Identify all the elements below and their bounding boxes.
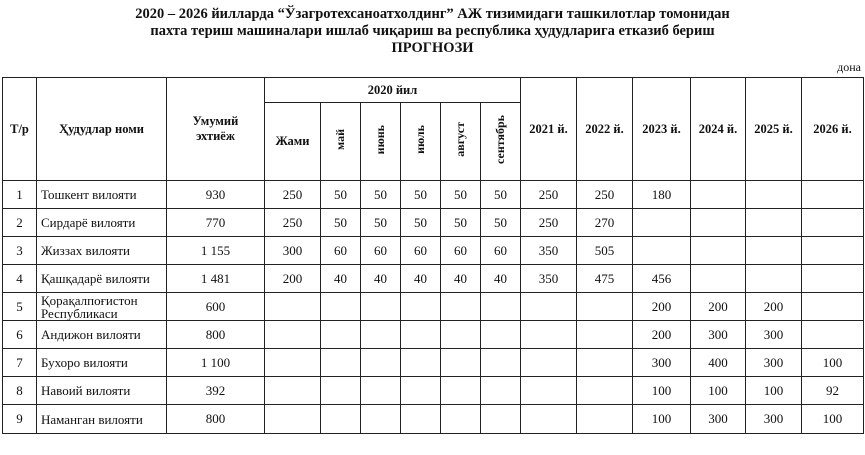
table-row bbox=[3, 181, 864, 209]
table-row bbox=[3, 237, 864, 265]
header-month-label: август bbox=[453, 122, 467, 157]
cell-region: Тошкент вилояти bbox=[37, 181, 167, 209]
cell-year bbox=[577, 377, 633, 405]
cell-sum: 250 bbox=[265, 181, 321, 209]
cell-year bbox=[802, 265, 864, 293]
cell-month: 50 bbox=[441, 181, 481, 209]
cell-month: 40 bbox=[321, 265, 361, 293]
header-year: 2022 й. bbox=[577, 78, 633, 181]
cell-month: 50 bbox=[401, 209, 441, 237]
cell-month: 60 bbox=[401, 237, 441, 265]
cell-month bbox=[321, 405, 361, 434]
cell-month bbox=[321, 293, 361, 321]
cell-month bbox=[441, 293, 481, 321]
cell-month bbox=[441, 377, 481, 405]
cell-year bbox=[691, 181, 746, 209]
cell-year: 456 bbox=[633, 265, 691, 293]
cell-sum bbox=[265, 405, 321, 434]
cell-month bbox=[401, 377, 441, 405]
cell-month bbox=[481, 405, 521, 434]
cell-year bbox=[691, 265, 746, 293]
cell-year bbox=[521, 377, 577, 405]
cell-month bbox=[441, 405, 481, 434]
cell-month: 50 bbox=[481, 181, 521, 209]
cell-month bbox=[401, 293, 441, 321]
cell-num: 9 bbox=[3, 405, 37, 434]
cell-sum bbox=[265, 293, 321, 321]
cell-year: 200 bbox=[746, 293, 802, 321]
cell-year bbox=[577, 349, 633, 377]
cell-year bbox=[746, 265, 802, 293]
cell-year bbox=[802, 321, 864, 349]
header-year-2020: 2020 йил bbox=[265, 78, 521, 103]
cell-year bbox=[577, 293, 633, 321]
cell-year bbox=[802, 181, 864, 209]
header-month bbox=[401, 103, 441, 181]
cell-year: 100 bbox=[802, 349, 864, 377]
cell-total: 1 481 bbox=[167, 265, 265, 293]
cell-region: Жиззах вилояти bbox=[37, 237, 167, 265]
cell-month bbox=[401, 349, 441, 377]
cell-month bbox=[401, 321, 441, 349]
cell-total: 800 bbox=[167, 321, 265, 349]
cell-region: Наманган вилояти bbox=[37, 405, 167, 434]
cell-year: 100 bbox=[746, 377, 802, 405]
forecast-table bbox=[2, 77, 864, 434]
table-row bbox=[3, 405, 864, 434]
cell-month bbox=[361, 321, 401, 349]
cell-month: 40 bbox=[441, 265, 481, 293]
cell-year: 300 bbox=[746, 349, 802, 377]
cell-year: 200 bbox=[633, 321, 691, 349]
cell-month: 60 bbox=[321, 237, 361, 265]
cell-month: 40 bbox=[401, 265, 441, 293]
cell-num: 5 bbox=[3, 293, 37, 321]
header-year: 2026 й. bbox=[802, 78, 864, 181]
header-num: Т/р bbox=[3, 78, 37, 181]
cell-month bbox=[321, 377, 361, 405]
cell-year bbox=[521, 293, 577, 321]
cell-month: 50 bbox=[481, 209, 521, 237]
cell-year bbox=[577, 321, 633, 349]
cell-year: 250 bbox=[521, 209, 577, 237]
cell-year bbox=[746, 209, 802, 237]
cell-total: 600 bbox=[167, 293, 265, 321]
cell-year bbox=[802, 209, 864, 237]
cell-num: 2 bbox=[3, 209, 37, 237]
cell-month: 60 bbox=[361, 237, 401, 265]
cell-month: 40 bbox=[361, 265, 401, 293]
cell-month bbox=[401, 405, 441, 434]
cell-month: 50 bbox=[321, 181, 361, 209]
cell-num: 8 bbox=[3, 377, 37, 405]
cell-year bbox=[521, 349, 577, 377]
cell-num: 3 bbox=[3, 237, 37, 265]
header-region: Ҳудудлар номи bbox=[37, 78, 167, 181]
cell-year bbox=[691, 209, 746, 237]
cell-month: 60 bbox=[441, 237, 481, 265]
cell-year: 100 bbox=[633, 405, 691, 434]
cell-num: 1 bbox=[3, 181, 37, 209]
cell-total: 1 155 bbox=[167, 237, 265, 265]
document-title-line-1: 2020 – 2026 йилларда “Ўзагротехсаноатхолдинг” АЖ тизимидаги ташкилотлар томонидан bbox=[135, 6, 730, 22]
cell-region: Қорақалпоғистон Республикаси bbox=[37, 293, 167, 321]
cell-year: 300 bbox=[746, 321, 802, 349]
header-month bbox=[321, 103, 361, 181]
cell-year bbox=[577, 405, 633, 434]
cell-year bbox=[521, 405, 577, 434]
header-year: 2023 й. bbox=[633, 78, 691, 181]
cell-num: 7 bbox=[3, 349, 37, 377]
header-sum: Жами bbox=[265, 103, 321, 181]
document-title-line-3: ПРОГНОЗИ bbox=[391, 40, 474, 56]
cell-sum: 200 bbox=[265, 265, 321, 293]
cell-region: Сирдарё вилояти bbox=[37, 209, 167, 237]
cell-year: 92 bbox=[802, 377, 864, 405]
cell-year: 300 bbox=[691, 321, 746, 349]
cell-month: 50 bbox=[321, 209, 361, 237]
table-row bbox=[3, 265, 864, 293]
cell-month bbox=[321, 349, 361, 377]
cell-month bbox=[361, 349, 401, 377]
cell-num: 4 bbox=[3, 265, 37, 293]
cell-sum bbox=[265, 321, 321, 349]
cell-month bbox=[441, 321, 481, 349]
cell-month: 60 bbox=[481, 237, 521, 265]
cell-month bbox=[441, 349, 481, 377]
cell-month bbox=[361, 405, 401, 434]
header-year: 2025 й. bbox=[746, 78, 802, 181]
cell-year bbox=[633, 209, 691, 237]
cell-year bbox=[746, 237, 802, 265]
header-month-label: сентябрь bbox=[493, 115, 507, 164]
cell-year: 300 bbox=[633, 349, 691, 377]
cell-year: 270 bbox=[577, 209, 633, 237]
cell-region: Навоий вилояти bbox=[37, 377, 167, 405]
cell-sum bbox=[265, 377, 321, 405]
cell-region: Бухоро вилояти bbox=[37, 349, 167, 377]
cell-sum: 300 bbox=[265, 237, 321, 265]
cell-year: 505 bbox=[577, 237, 633, 265]
cell-total: 392 bbox=[167, 377, 265, 405]
cell-year: 100 bbox=[802, 405, 864, 434]
cell-month bbox=[321, 321, 361, 349]
cell-year: 250 bbox=[521, 181, 577, 209]
header-total: Умумий эхтиёж bbox=[167, 78, 265, 181]
cell-year bbox=[521, 321, 577, 349]
cell-year: 100 bbox=[633, 377, 691, 405]
header-month-label: июль bbox=[413, 125, 427, 154]
header-month bbox=[481, 103, 521, 181]
cell-year: 475 bbox=[577, 265, 633, 293]
cell-year bbox=[691, 237, 746, 265]
cell-month bbox=[481, 321, 521, 349]
cell-year: 200 bbox=[633, 293, 691, 321]
cell-year: 100 bbox=[691, 377, 746, 405]
unit-label: дона bbox=[837, 60, 861, 74]
cell-year bbox=[802, 237, 864, 265]
cell-year: 300 bbox=[746, 405, 802, 434]
cell-year: 180 bbox=[633, 181, 691, 209]
table-row bbox=[3, 209, 864, 237]
cell-sum bbox=[265, 349, 321, 377]
cell-year bbox=[802, 293, 864, 321]
cell-region: Андижон вилояти bbox=[37, 321, 167, 349]
cell-month: 50 bbox=[361, 181, 401, 209]
header-month bbox=[361, 103, 401, 181]
table-row bbox=[3, 293, 864, 321]
header-year: 2024 й. bbox=[691, 78, 746, 181]
cell-month bbox=[481, 293, 521, 321]
header-month bbox=[441, 103, 481, 181]
cell-month: 50 bbox=[441, 209, 481, 237]
cell-year: 350 bbox=[521, 265, 577, 293]
header-month-label: июнь bbox=[373, 124, 387, 155]
cell-month: 50 bbox=[361, 209, 401, 237]
cell-sum: 250 bbox=[265, 209, 321, 237]
cell-num: 6 bbox=[3, 321, 37, 349]
header-year: 2021 й. bbox=[521, 78, 577, 181]
cell-year: 300 bbox=[691, 405, 746, 434]
cell-total: 1 100 bbox=[167, 349, 265, 377]
cell-year bbox=[633, 237, 691, 265]
cell-year: 200 bbox=[691, 293, 746, 321]
document-title-line-2: пахта териш машиналари ишлаб чиқариш ва республика ҳудудларига етказиб бериш bbox=[150, 23, 715, 39]
cell-year: 400 bbox=[691, 349, 746, 377]
cell-month bbox=[361, 293, 401, 321]
table-row bbox=[3, 321, 864, 349]
cell-year bbox=[746, 181, 802, 209]
cell-year: 250 bbox=[577, 181, 633, 209]
cell-total: 930 bbox=[167, 181, 265, 209]
cell-month bbox=[481, 377, 521, 405]
cell-month: 50 bbox=[401, 181, 441, 209]
cell-region: Қашқадарё вилояти bbox=[37, 265, 167, 293]
cell-total: 770 bbox=[167, 209, 265, 237]
cell-month bbox=[481, 349, 521, 377]
cell-month: 40 bbox=[481, 265, 521, 293]
cell-total: 800 bbox=[167, 405, 265, 434]
header-month-label: май bbox=[333, 128, 347, 150]
cell-month bbox=[361, 377, 401, 405]
cell-year: 350 bbox=[521, 237, 577, 265]
table-row bbox=[3, 377, 864, 405]
table-row bbox=[3, 349, 864, 377]
